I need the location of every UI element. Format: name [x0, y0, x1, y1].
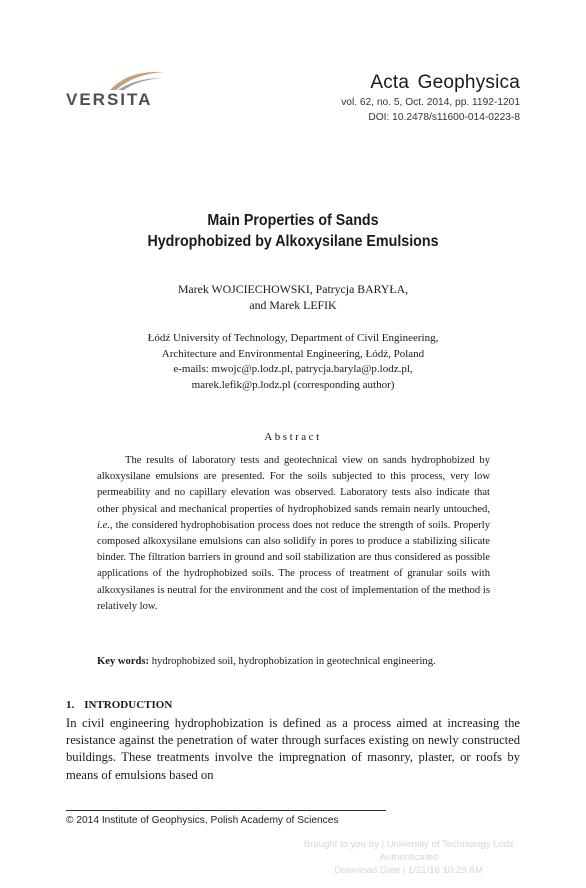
keywords-label: Key words: — [97, 656, 150, 667]
abstract-heading: Abstract — [264, 431, 322, 443]
paper-title — [23, 210, 562, 252]
affiliation-emails-2: marek.lefik@p.lodz.pl (corresponding author) — [191, 378, 395, 391]
abstract-text-part-1: The results of laboratory tests and geotechnical view on sands hydrophobized by alkoxysilane emulsions are presented. For the soils subjected to this process, very low permeability and no capillary elevation was observed. Laboratory tests also indicate that other physical and mechanical properties of hydrophobized sands remain nearly untouched, — [97, 455, 490, 515]
abstract-text-italic: i.e. — [97, 519, 110, 531]
affiliation-line-2: Architecture and Environmental Engineering, Łódź, Poland — [161, 347, 425, 360]
authors-line-2: and Marek LEFIK — [249, 298, 337, 312]
section-number: 1. — [66, 699, 75, 711]
watermark-line-3: Download Date | 1/21/16 10:29 AM — [334, 865, 484, 876]
authors — [0, 281, 586, 313]
keywords-text: hydrophobized soil, hydrophobization in geotechnical engineering. — [149, 656, 436, 667]
affiliation-line-1: Łódź University of Technology, Department of Civil Engineering, — [147, 332, 439, 344]
journal-header — [341, 72, 520, 124]
title-line-1: Main Properties of Sands — [207, 212, 379, 229]
section-heading — [66, 699, 172, 711]
affiliation — [0, 331, 586, 393]
doi: DOI: 10.2478/s11600-014-0223-8 — [368, 112, 520, 123]
copyright-notice: © 2014 Institute of Geophysics, Polish Academy of Sciences — [66, 815, 339, 826]
introduction-text: In civil engineering hydrophobization is defined as a process aimed at increasing the resistance against the penetration of water through surfaces existing on newly constructed buildings. These treatments involve the impregnation of masonry, plaster, or roofs by means of emulsions based on — [66, 716, 520, 782]
title-line-2: Hydrophobized by Alkoxysilane Emulsions — [147, 233, 439, 250]
journal-title: Acta Geophysica — [370, 72, 520, 93]
publisher-logo — [66, 66, 166, 110]
volume-info: vol. 62, no. 5, Oct. 2014, pp. 1192-1201 — [341, 97, 520, 108]
section-title: INTRODUCTION — [84, 699, 173, 711]
affiliation-emails: e-mails: mwojc@p.lodz.pl, patrycja.baryla@p.lodz.pl, — [173, 363, 413, 375]
abstract-text — [97, 453, 490, 615]
download-watermark — [304, 838, 514, 877]
abstract-text-part-2: , the considered hydrophobisation process does not reduce the strength of soils. Properly composed alkoxysilane emulsions can also solidify in pores to produce a stabilizing silicate binder. The filtration barriers in ground and soil stabilization are thus considered as possible applications of the hydrophobized soils. The process of treatment of granular soils with alkoxysilanes is neutral for the environment and the cost of implementation of the method is relatively low. — [97, 519, 490, 612]
keywords — [97, 654, 490, 670]
swoosh-logo-icon — [108, 66, 166, 92]
watermark-line-1: Brought to you by | University of Technology Łódź — [303, 839, 514, 850]
logo-text: VERSITA — [66, 90, 153, 109]
authors-line-1: Marek WOJCIECHOWSKI, Patrycja BARYŁA, — [177, 282, 409, 296]
footer-divider — [66, 810, 386, 811]
watermark-line-2: Authenticated — [379, 852, 439, 863]
